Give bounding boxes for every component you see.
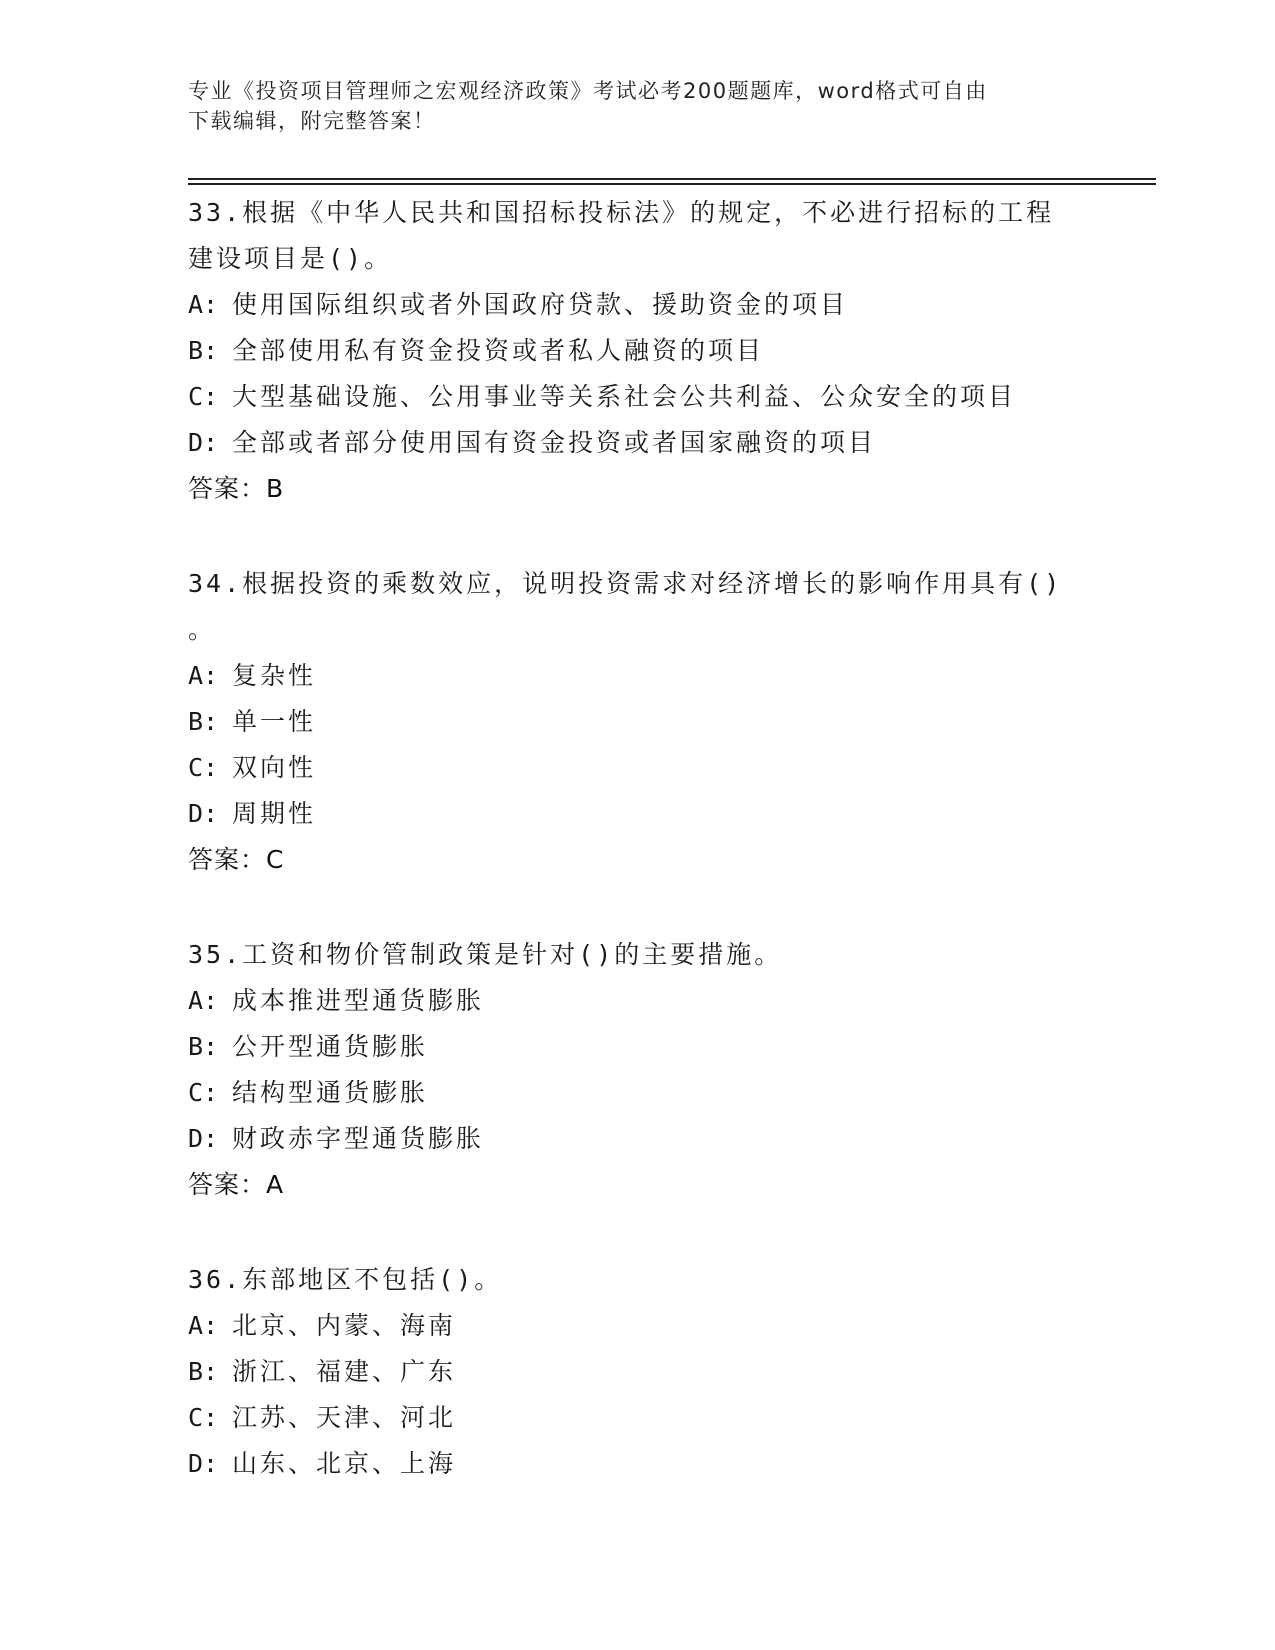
- header-line-1: 专业《投资项目管理师之宏观经济政策》考试必考200题题库，word格式可自由: [188, 79, 988, 103]
- option-letter: C:: [188, 753, 219, 782]
- question-item: [188, 190, 1088, 512]
- answer-line: 答案：C: [188, 845, 285, 874]
- option-letter: D:: [188, 799, 219, 828]
- question-stem-line: 36.东部地区不包括()。: [188, 1265, 503, 1294]
- question-item: [188, 932, 1088, 1208]
- question-stem-line: 34.根据投资的乘数效应，说明投资需求对经济增长的影响作用具有(): [188, 569, 1063, 598]
- option-b: [188, 699, 1088, 745]
- option-letter: D:: [188, 1124, 219, 1153]
- option-letter: B:: [188, 336, 219, 365]
- answer-line: 答案：B: [188, 474, 285, 503]
- option-letter: B:: [188, 1357, 219, 1386]
- option-text: 浙江、福建、广东: [232, 1357, 457, 1386]
- header-divider-top: [188, 178, 1156, 180]
- option-letter: C:: [188, 1403, 219, 1432]
- option-d: [188, 420, 1088, 466]
- option-text: 单一性: [232, 707, 317, 736]
- header-line-2: 下载编辑，附完整答案！: [188, 109, 436, 133]
- option-letter: C:: [188, 382, 219, 411]
- option-text: 周期性: [232, 799, 317, 828]
- option-text: 山东、北京、上海: [232, 1449, 457, 1478]
- option-text: 全部使用私有资金投资或者私人融资的项目: [232, 336, 765, 365]
- option-text: 复杂性: [232, 661, 317, 690]
- option-text: 江苏、天津、河北: [232, 1403, 457, 1432]
- option-text: 北京、内蒙、海南: [232, 1311, 457, 1340]
- option-b: [188, 1024, 1088, 1070]
- option-a: [188, 282, 1088, 328]
- option-c: [188, 374, 1088, 420]
- option-d: [188, 791, 1088, 837]
- option-a: [188, 978, 1088, 1024]
- question-stem-line: 35.工资和物价管制政策是针对()的主要措施。: [188, 940, 783, 969]
- option-a: [188, 1303, 1088, 1349]
- option-text: 双向性: [232, 753, 317, 782]
- option-letter: A:: [188, 1311, 219, 1340]
- option-letter: B:: [188, 707, 219, 736]
- option-a: [188, 653, 1088, 699]
- option-c: [188, 1070, 1088, 1116]
- question-stem-line: 建设项目是()。: [188, 244, 393, 273]
- option-text: 大型基础设施、公用事业等关系社会公共利益、公众安全的项目: [232, 382, 1017, 411]
- answer-line: 答案：A: [188, 1170, 285, 1199]
- document-header: [188, 76, 1088, 136]
- option-text: 全部或者部分使用国有资金投资或者国家融资的项目: [232, 428, 877, 457]
- option-c: [188, 745, 1088, 791]
- option-text: 结构型通货膨胀: [232, 1078, 429, 1107]
- option-letter: C:: [188, 1078, 219, 1107]
- option-text: 公开型通货膨胀: [232, 1032, 429, 1061]
- option-text: 使用国际组织或者外国政府贷款、援助资金的项目: [232, 290, 849, 319]
- question-item: [188, 1257, 1088, 1487]
- option-letter: D:: [188, 428, 219, 457]
- option-text: 成本推进型通货膨胀: [232, 986, 485, 1015]
- question-item: [188, 561, 1088, 883]
- option-d: [188, 1441, 1088, 1487]
- header-divider-bottom: [188, 183, 1156, 185]
- question-list: [188, 190, 1088, 1536]
- option-letter: D:: [188, 1449, 219, 1478]
- option-letter: A:: [188, 290, 219, 319]
- option-letter: A:: [188, 986, 219, 1015]
- option-b: [188, 1349, 1088, 1395]
- option-d: [188, 1116, 1088, 1162]
- option-letter: A:: [188, 661, 219, 690]
- question-stem-line: 。: [188, 615, 217, 644]
- question-stem-line: 33.根据《中华人民共和国招标投标法》的规定，不必进行招标的工程: [188, 198, 1055, 227]
- option-b: [188, 328, 1088, 374]
- option-text: 财政赤字型通货膨胀: [232, 1124, 485, 1153]
- option-c: [188, 1395, 1088, 1441]
- option-letter: B:: [188, 1032, 219, 1061]
